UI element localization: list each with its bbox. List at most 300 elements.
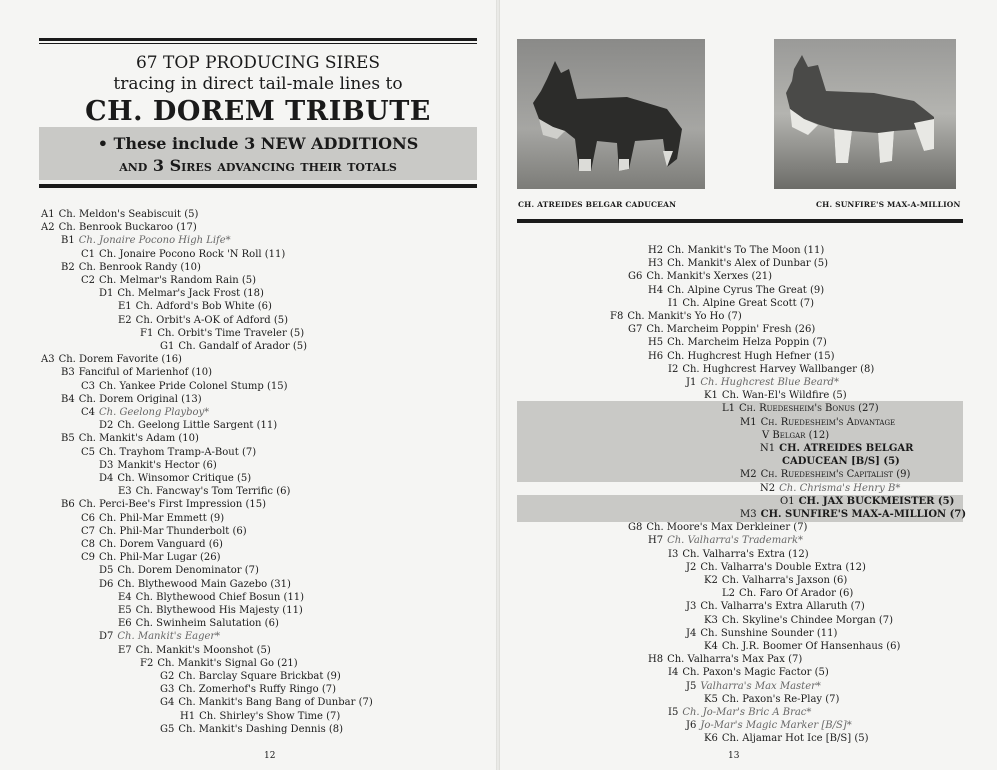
producing-count: (11): [279, 605, 303, 616]
sire-name: Ch. Faro Of Arador: [739, 588, 836, 600]
sire-entry: [704, 732, 868, 745]
sire-entry: [704, 574, 847, 587]
sire-entry: [686, 561, 866, 574]
sire-name: Ch. Mankit's Xerxes: [646, 271, 749, 283]
generation-code: H4: [648, 284, 664, 296]
producing-count: (6): [229, 525, 247, 537]
producing-count: (17): [173, 222, 197, 234]
sire-entry: [610, 310, 742, 323]
sire-name: Ch. Phil-Mar Lugar: [99, 552, 197, 564]
sire-name: Ch. Valharra's Extra Allaruth: [700, 601, 848, 613]
generation-code: O1: [780, 495, 795, 507]
sire-entry: [99, 287, 264, 300]
sire-entry: [722, 587, 853, 600]
producing-count: (6): [199, 459, 217, 471]
sire-name: Ch. Ruedesheim's Advantage: [760, 416, 896, 428]
sire-entry: [118, 300, 272, 313]
sire-name: Ch. Mankit's Dashing Dennis: [178, 723, 326, 735]
generation-code: F2: [140, 657, 154, 669]
producing-count: (12): [784, 548, 809, 560]
sire-entry: [686, 600, 865, 613]
sire-entry: [160, 340, 307, 353]
producing-count: (15): [810, 350, 835, 362]
generation-code: I2: [668, 363, 679, 375]
sire-entry: [760, 442, 913, 455]
generation-code: D3: [99, 459, 114, 471]
generation-code: G6: [628, 271, 643, 283]
sire-name: Ch. Hughcrest Blue Beard*: [700, 377, 839, 388]
sire-name: CH. ATREIDES BELGAR: [779, 443, 914, 454]
sire-name: V Belgar: [762, 429, 806, 441]
producing-count: (5): [270, 314, 288, 326]
generation-code: B5: [61, 433, 75, 445]
generation-code: J5: [686, 680, 697, 692]
sire-name: Ch. Hughcrest Harvey Wallbanger: [682, 363, 857, 375]
sire-name: Ch. Yankee Pride Colonel Stump: [99, 380, 264, 392]
sire-name: Ch. Benrook Buckaroo: [58, 222, 174, 234]
generation-code: D1: [99, 288, 114, 300]
generation-code: E6: [118, 618, 132, 630]
sire-entry: [704, 614, 893, 627]
generation-code: D7: [99, 631, 114, 643]
sire-name: Ch. Geelong Playboy*: [99, 407, 210, 418]
sire-entry: [740, 416, 895, 429]
generation-code: I3: [668, 548, 679, 560]
sire-name: Ch. Marcheim Poppin' Fresh: [646, 324, 792, 336]
sire-entry: [668, 706, 811, 719]
sire-name: Ch. Winsomor Critique: [117, 473, 234, 484]
generation-code: B4: [61, 393, 75, 405]
sire-name: Ch. Meldon's Seabiscuit: [58, 209, 182, 220]
sire-name: Ch. Mankit's Moonshot: [135, 644, 254, 656]
sire-name: Ch. Hughcrest Hugh Hefner: [667, 350, 811, 362]
generation-code: H8: [648, 654, 664, 666]
producing-count: (13): [177, 393, 202, 405]
sire-entry: [160, 683, 336, 696]
sire-entry: [61, 432, 199, 445]
producing-count: (6): [883, 641, 901, 652]
sire-name: Ch. Mankit's Signal Go: [157, 657, 274, 669]
sire-entry: [686, 627, 837, 640]
producing-count: (21): [273, 657, 298, 669]
producing-count: (5): [810, 258, 828, 270]
producing-count: (15): [263, 380, 288, 392]
sire-name: Ch. Dorem Original: [78, 393, 178, 405]
sire-entry: [704, 693, 839, 706]
generation-code: E7: [118, 644, 132, 656]
generation-code: J6: [686, 720, 697, 732]
producing-count: (7): [946, 509, 967, 520]
sire-entry: [99, 578, 291, 591]
sire-entry: [61, 261, 201, 274]
generation-code: J4: [686, 627, 697, 639]
generation-code: G8: [628, 522, 643, 534]
generation-code: I1: [668, 297, 679, 309]
sire-entry: [61, 498, 266, 511]
sire-name: Ch. Swinheim Salutation: [135, 618, 262, 630]
generation-code: K4: [704, 641, 718, 652]
sire-entry: [628, 521, 807, 534]
title-line-1: 67 TOP PRODUCING SIRES: [135, 53, 381, 73]
generation-code: H7: [648, 535, 664, 547]
producing-count: (31): [267, 578, 291, 590]
sire-entry: [81, 248, 285, 261]
producing-count: (21): [748, 271, 773, 283]
sire-entry: [628, 270, 772, 283]
sire-name: Ch. Alpine Great Scott: [682, 297, 797, 309]
sire-name: Ch. Valharra's Trademark*: [667, 535, 804, 547]
generation-code: C3: [81, 380, 96, 392]
sire-name: Ch. Marcheim Helza Poppin: [667, 337, 810, 349]
generation-code: E4: [118, 591, 132, 603]
sire-entry: [160, 696, 373, 709]
schnauzer-photo-icon: [517, 39, 705, 189]
producing-count: (6): [261, 618, 279, 630]
sire-name: Ch. Jo-Mar's Bric A Brac*: [682, 707, 812, 718]
sire-name: Valharra's Max Master*: [700, 680, 821, 692]
sire-entry: [99, 564, 259, 577]
sire-entry: [118, 617, 279, 630]
sire-name: Ch. Mankit's Bang Bang of Dunbar: [178, 697, 356, 709]
producing-count: (11): [253, 420, 278, 432]
producing-count: (5): [286, 327, 305, 339]
sire-name: Ch. Perci-Bee's First Impression: [78, 499, 243, 511]
sire-entry: [648, 244, 824, 257]
sire-name: Ch. Ruedesheim's Capitalist: [760, 469, 894, 481]
sire-entry: [81, 380, 288, 393]
sire-name: Ch. Orbit's A-OK of Adford: [135, 314, 271, 326]
generation-code: K3: [704, 614, 718, 626]
producing-count: (5): [181, 209, 199, 220]
generation-code: H1: [180, 710, 196, 722]
producing-count: (10): [188, 367, 213, 379]
producing-count: (9): [893, 469, 911, 481]
producing-count: (9): [206, 512, 225, 524]
generation-code: H2: [648, 245, 664, 256]
sire-name: CH. JAX BUCKMEISTER: [798, 495, 935, 507]
photo-belgar-caducean: [517, 39, 705, 189]
producing-count: (5): [851, 733, 869, 745]
producing-count: (5): [238, 275, 257, 286]
generation-code: B6: [61, 499, 75, 511]
sire-name: Ch. Phil-Mar Emmett: [99, 512, 207, 524]
sire-name: Ch. Mankit's To The Moon: [667, 245, 801, 256]
sire-entry: [118, 485, 290, 498]
producing-count: (5): [253, 644, 271, 656]
sire-name: Ch. Dorem Vanguard: [99, 539, 206, 550]
producing-count: (11): [813, 627, 838, 639]
sire-entry: [686, 680, 821, 693]
producing-count: (7): [241, 565, 259, 577]
sire-name: Ch. J.R. Boomer Of Hansenhaus: [721, 641, 884, 652]
producing-count: (6): [254, 301, 272, 313]
sire-entry: [118, 591, 304, 604]
sire-entry: [740, 508, 966, 521]
photo-max-a-million: [774, 39, 956, 189]
sire-name: Ch. Paxon's Re-Play: [721, 693, 823, 705]
producing-count: (12): [805, 429, 830, 441]
generation-code: C1: [81, 248, 96, 260]
sire-name: Ch. Moore's Max Derkleiner: [646, 522, 791, 534]
generation-code: N1: [760, 443, 776, 454]
sire-entry: [648, 284, 824, 297]
sire-entry: [140, 327, 304, 340]
sire-entry: [648, 653, 802, 666]
sire-name: Ch. Mankit's Alex of Dunbar: [667, 258, 811, 270]
generation-code: H5: [648, 337, 664, 349]
sire-name: Fanciful of Marienhof: [78, 367, 189, 379]
producing-count: (7): [809, 337, 827, 349]
sire-entry: [740, 468, 910, 481]
sire-name: Ch. Melmar's Random Rain: [99, 275, 239, 286]
sire-name: Ch. Jonaire Pocono Rock 'N Roll: [99, 248, 262, 260]
sire-name: Ch. Gandalf of Arador: [178, 341, 290, 352]
sire-name: Ch. Fancway's Tom Terrific: [135, 486, 274, 498]
generation-code: A1: [41, 209, 55, 220]
sire-name: Ch. Geelong Little Sargent: [117, 420, 254, 432]
producing-count: (7): [238, 446, 257, 458]
sire-name: Jo-Mar's Magic Marker [B/S]*: [700, 720, 852, 732]
generation-code: B1: [61, 235, 75, 247]
generation-code: E1: [118, 301, 132, 313]
producing-count: (18): [240, 288, 264, 300]
photo-caption-2: CH. SUNFIRE'S MAX-A-MILLION: [816, 200, 961, 209]
sire-name: Ch. Dorem Denominator: [117, 565, 242, 577]
producing-count: (15): [242, 499, 266, 511]
producing-count: (5): [811, 667, 829, 679]
sire-entry: [160, 723, 343, 736]
generation-code: K2: [704, 575, 718, 586]
sire-entry: [61, 366, 212, 379]
right-page: [500, 0, 997, 770]
sire-entry: [41, 353, 182, 366]
producing-count: (10): [175, 433, 199, 445]
generation-code: C9: [81, 552, 96, 564]
generation-code: L2: [722, 588, 736, 600]
producing-count: (11): [800, 245, 825, 256]
sire-entry: [686, 719, 852, 732]
sire-entry: [668, 363, 874, 376]
sire-entry: [648, 350, 835, 363]
sire-entry: [118, 314, 288, 327]
additions-band: [39, 127, 477, 180]
sire-name: Ch. Adford's Bob White: [135, 301, 255, 313]
sire-name: Ch. Valharra's Extra: [682, 548, 785, 560]
generation-code: D2: [99, 420, 114, 432]
generation-code: I5: [668, 707, 679, 718]
title-line-3: CH. DOREM TRIBUTE: [85, 96, 431, 127]
sire-entry: [81, 512, 224, 525]
sire-name: Ch. Mankit's Yo Ho: [627, 311, 725, 322]
sire-entry: [99, 459, 217, 472]
sire-name: Ch. Melmar's Jack Frost: [117, 288, 241, 300]
producing-count: (5): [879, 456, 900, 468]
sire-entry: [140, 657, 298, 670]
generation-code: J2: [686, 561, 697, 573]
generation-code: A3: [41, 354, 55, 366]
sire-entry: [648, 257, 828, 270]
photo-caption-1: CH. ATREIDES BELGAR CADUCEAN: [518, 200, 677, 209]
generation-code: G7: [628, 324, 643, 336]
producing-count: (12): [842, 561, 866, 573]
producing-count: (6): [835, 588, 854, 600]
producing-count: (8): [856, 363, 875, 375]
producing-count: (11): [280, 591, 305, 603]
sire-entry: [648, 534, 803, 547]
generation-code: H3: [648, 258, 664, 270]
generation-code: G5: [160, 723, 175, 735]
sire-entry: [686, 376, 839, 389]
sire-entry: [81, 446, 256, 459]
sire-name: Ch. Dorem Favorite: [58, 354, 159, 366]
sire-name: Ch. Blythewood Main Gazebo: [117, 578, 268, 590]
sire-entry: [704, 640, 900, 653]
generation-code: I4: [668, 667, 679, 679]
sire-name: Ch. Mankit's Eager*: [117, 631, 221, 643]
title-line-2: tracing in direct tail-male lines to: [113, 74, 403, 94]
photo-bottom-rule: [517, 219, 963, 223]
sire-name: Ch. Valharra's Double Extra: [700, 561, 843, 573]
sire-entry: [61, 393, 202, 406]
sire-name: Ch. Paxon's Magic Factor: [682, 667, 812, 679]
generation-code: C5: [81, 446, 96, 458]
sire-name: Ch. Skyline's Chindee Morgan: [721, 614, 876, 626]
sire-entry: [180, 710, 340, 723]
generation-code: D5: [99, 565, 114, 577]
page-title: [39, 53, 477, 129]
sire-name: Ch. Orbit's Time Traveler: [157, 327, 287, 339]
sire-entry: [118, 604, 303, 617]
sire-entry: [81, 406, 209, 419]
sire-entry: [780, 495, 954, 508]
sire-name: Ch. Zomerhof's Ruffy Ringo: [178, 684, 319, 696]
sire-name: Ch. Chrisma's Henry B*: [779, 482, 901, 494]
sire-name: Ch. Wan-El's Wildfire: [721, 390, 830, 402]
generation-code: M3: [740, 509, 757, 520]
producing-count: (6): [829, 575, 848, 586]
sire-name: Mankit's Hector: [117, 459, 200, 471]
left-page: [0, 0, 497, 770]
sire-entry: [41, 221, 197, 234]
generation-code: C4: [81, 407, 96, 418]
sire-name: Ch. Phil-Mar Thunderbolt: [99, 525, 230, 537]
producing-count: (6): [205, 539, 223, 550]
generation-code: B3: [61, 367, 75, 379]
schnauzer-photo-icon: [774, 39, 956, 189]
producing-count: (7): [796, 297, 815, 309]
band-line-2: and 3 Sires advancing their totals: [119, 156, 397, 175]
sire-name: Ch. Blythewood His Majesty: [135, 605, 280, 616]
sire-entry: [782, 455, 900, 468]
generation-code: D6: [99, 578, 114, 590]
producing-count: (9): [806, 284, 825, 296]
generation-code: G2: [160, 671, 175, 682]
sire-entry: [648, 336, 827, 349]
generation-code: J1: [686, 377, 697, 388]
producing-count: (26): [791, 324, 816, 336]
producing-count: (27): [854, 403, 879, 415]
generation-code: M1: [740, 416, 757, 428]
sire-name: Ch. Alpine Cyrus The Great: [667, 284, 807, 296]
producing-count: (11): [261, 248, 286, 260]
sire-name: Ch. Valharra's Max Pax: [667, 654, 785, 666]
generation-code: A2: [41, 222, 55, 234]
generation-code: G3: [160, 684, 175, 696]
generation-code: E2: [118, 314, 132, 326]
producing-count: (7): [784, 654, 803, 666]
generation-code: E5: [118, 605, 132, 616]
sire-entry: [99, 472, 251, 485]
producing-count: (10): [177, 261, 201, 273]
sire-entry: [81, 551, 221, 564]
producing-count: (6): [273, 486, 291, 498]
sire-name: CH. SUNFIRE'S MAX-A-MILLION: [760, 509, 947, 520]
top-rule: [39, 38, 477, 44]
generation-code: H6: [648, 350, 664, 362]
producing-count: (7): [790, 522, 808, 534]
band-line-1: • These include 3 NEW ADDITIONS: [97, 134, 419, 153]
producing-count: (16): [158, 354, 182, 366]
generation-code: L1: [722, 403, 736, 415]
producing-count: (5): [829, 390, 847, 402]
page-number: 12: [264, 751, 276, 761]
sire-name: Ch. Blythewood Chief Bosun: [135, 591, 281, 603]
sire-entry: [81, 538, 223, 551]
producing-count: (5): [233, 473, 252, 484]
generation-code: F8: [610, 311, 624, 322]
title-bottom-rule: [39, 184, 477, 188]
generation-code: C2: [81, 275, 96, 286]
sire-entry: [61, 234, 231, 247]
generation-code: C6: [81, 512, 96, 524]
generation-code: G1: [160, 341, 175, 352]
generation-code: M2: [740, 469, 757, 481]
generation-code: K1: [704, 390, 718, 402]
producing-count: (7): [847, 601, 865, 613]
generation-code: K6: [704, 733, 718, 745]
generation-code: D4: [99, 473, 114, 484]
producing-count: (7): [318, 684, 337, 696]
generation-code: G4: [160, 697, 175, 709]
generation-code: C8: [81, 539, 96, 550]
sire-entry: [118, 644, 271, 657]
producing-count: (7): [875, 614, 894, 626]
page-number: 13: [728, 751, 740, 761]
sire-name: Ch. Mankit's Adam: [78, 433, 176, 445]
producing-count: (7): [322, 710, 341, 722]
producing-count: (7): [724, 311, 742, 322]
sire-name: Ch. Barclay Square Brickbat: [178, 671, 324, 682]
producing-count: (26): [196, 552, 221, 564]
sire-entry: [704, 389, 847, 402]
sire-entry: [762, 429, 829, 442]
sire-entry: [99, 630, 220, 643]
producing-count: (7): [822, 693, 840, 705]
producing-count: (5): [289, 341, 308, 352]
sire-name: Ch. Jonaire Pocono High Life*: [78, 235, 231, 247]
sire-name: Ch. Shirley's Show Time: [199, 710, 323, 722]
producing-count: (9): [323, 671, 341, 682]
generation-code: E3: [118, 486, 132, 498]
sire-name: CADUCEAN [B/S]: [782, 456, 880, 468]
sire-entry: [81, 274, 256, 287]
sire-name: Ch. Valharra's Jaxson: [721, 575, 830, 586]
sire-entry: [628, 323, 815, 336]
sire-name: Ch. Ruedesheim's Bonus: [739, 403, 855, 415]
sire-entry: [160, 670, 341, 683]
sire-name: Ch. Benrook Randy: [78, 261, 178, 273]
sire-entry: [760, 482, 900, 495]
